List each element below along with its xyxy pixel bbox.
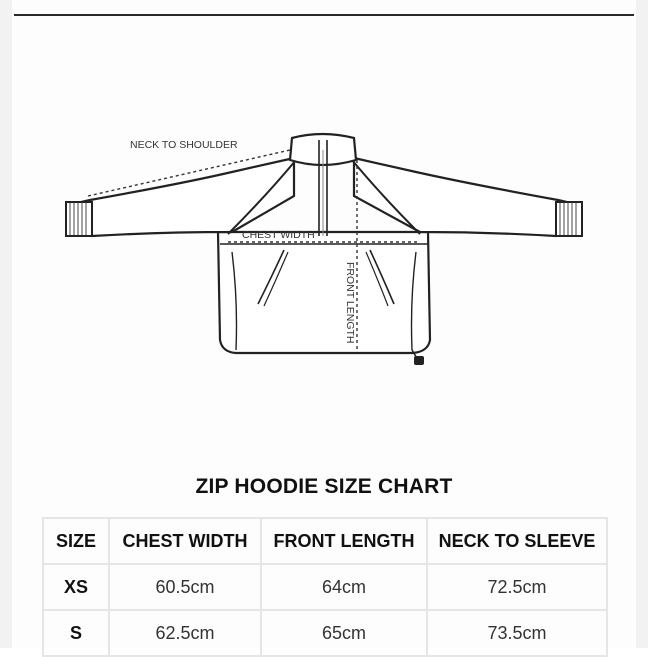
- chest-width-cell: 60.5cm: [109, 564, 261, 610]
- size-cell: XS: [43, 564, 109, 610]
- front-length-cell: 64cm: [261, 564, 427, 610]
- hoodie-body-outline: [218, 232, 430, 353]
- header-front-length: FRONT LENGTH: [261, 518, 427, 564]
- size-table: [42, 517, 608, 657]
- right-cuff: [556, 202, 582, 236]
- left-sleeve-outline: [68, 158, 294, 236]
- size-cell: S: [43, 610, 109, 656]
- chest-width-cell: 62.5cm: [109, 610, 261, 656]
- header-chest-width: CHEST WIDTH: [109, 518, 261, 564]
- neck-to-sleeve-cell: 73.5cm: [427, 610, 607, 656]
- table-row: [43, 610, 607, 656]
- neck-to-sleeve-cell: 72.5cm: [427, 564, 607, 610]
- header-neck-to-sleeve: NECK TO SLEEVE: [427, 518, 607, 564]
- neck-to-shoulder-label: NECK TO SHOULDER: [130, 139, 238, 151]
- header-size: SIZE: [43, 518, 109, 564]
- left-cuff: [66, 202, 92, 236]
- front-length-cell: 65cm: [261, 610, 427, 656]
- chart-title: ZIP HOODIE SIZE CHART: [195, 475, 453, 498]
- chest-width-label: CHEST WIDTH: [242, 229, 315, 241]
- front-length-label: FRONT LENGTH: [344, 262, 356, 344]
- table-row: [43, 564, 607, 610]
- right-sleeve-outline: [354, 158, 580, 236]
- table-header-row: [43, 518, 607, 564]
